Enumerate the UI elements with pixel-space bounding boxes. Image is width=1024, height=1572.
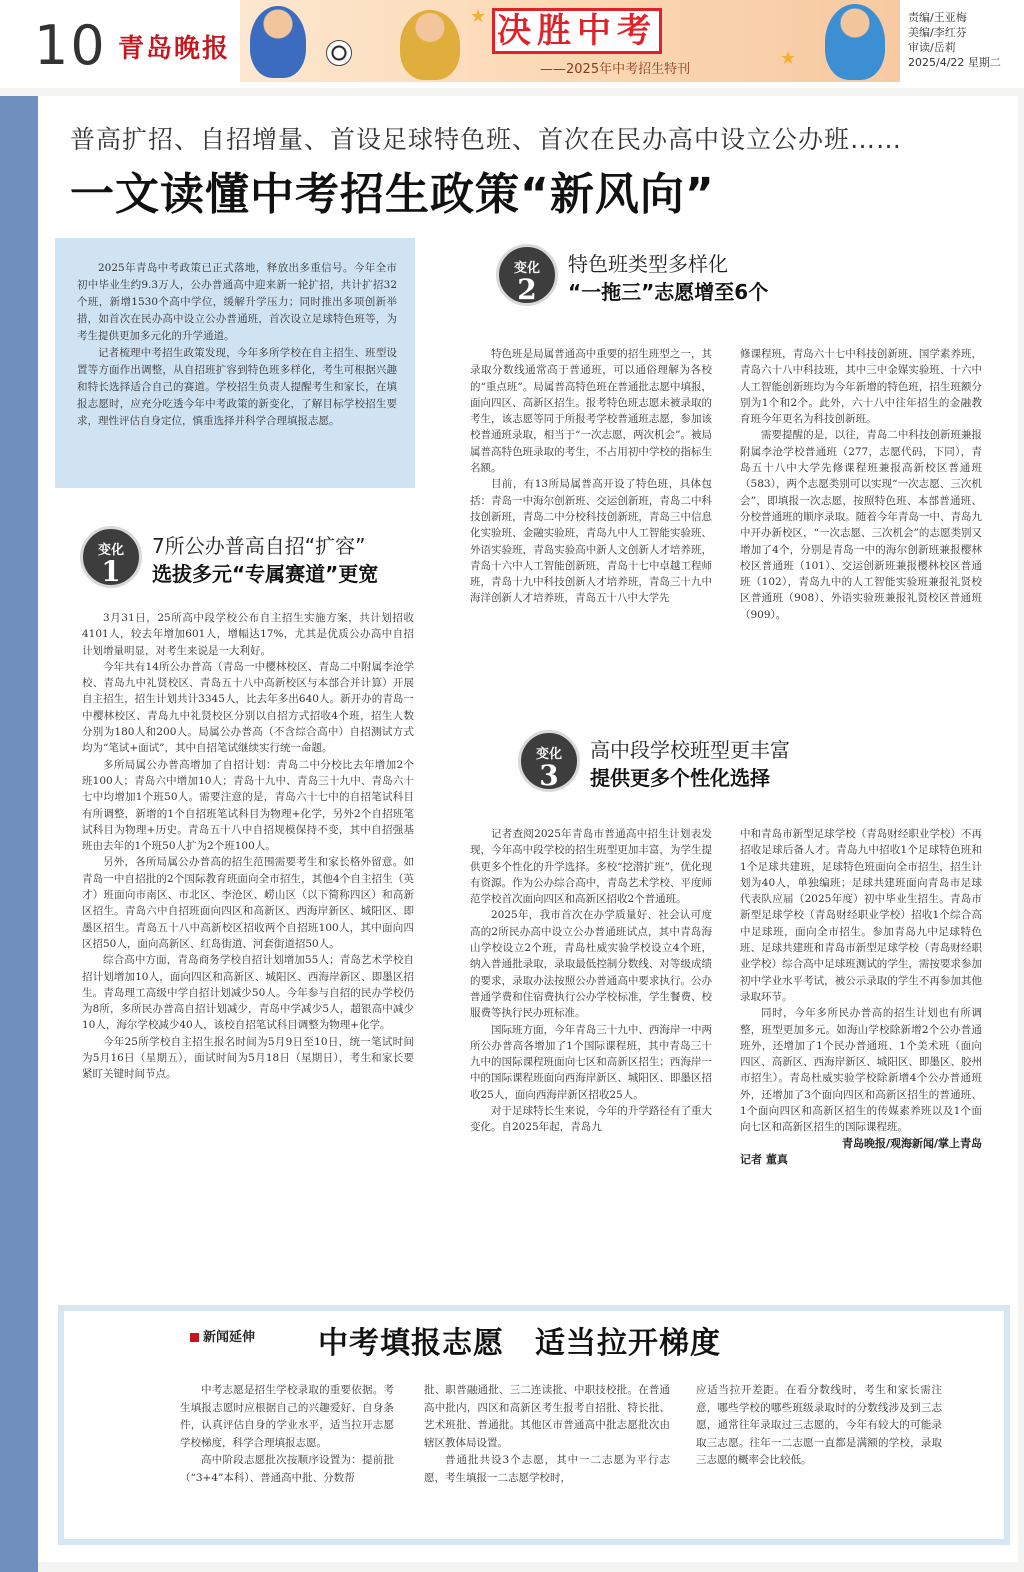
body-paragraph: 中考志愿是招生学校录取的重要依据。考生填报志愿时应根据自己的兴趣爱好、自身条件，认真评估自身的学业水平，适当拉开志愿学校梯度，科学合理填报志愿。 <box>180 1384 394 1449</box>
byline-reporter: 记者 董真 <box>740 1152 788 1166</box>
section-title: 高中段学校班型更丰富 <box>590 738 790 762</box>
section-subtitle: “一拖三”志愿增至6个 <box>568 280 769 304</box>
designer-credit: 美编/李红芬 <box>908 26 967 39</box>
section-1-column <box>82 610 414 1083</box>
body-paragraph: 需要提醒的是，以往，青岛二中科技创新班兼报附属李沧学校普通班（277，志愿代码，下同），青岛五十八中大学先修课程班兼报高新校区普通班（583），两个志愿类别可以实现“一次志愿、三次机会”，即填报一次志愿，按照特色班、本部普通班、分校普通班的顺序录取。随着今年青岛一中、青岛九中开办新校区，“一次志愿、三次机会”的志愿类别又增加了4个，分别是青岛一中的海尔创新班兼报樱林校区普通班（101）、交运创新班兼报樱林校区普通班（102），青岛九中的人工智能实验班兼报礼贤校区普通班（908）、外语实验班兼报礼贤校区普通班（909）。 <box>740 429 982 621</box>
body-paragraph: 综合高中方面，青岛商务学校自招计划增加55人；青岛艺术学校自招计划增加10人，面向四区和高新区、城阳区、西海岸新区、即墨区招生。青岛理工高级中学自招计划减少50人。今年参与自招的民办学校仍为8所，多所民办普高自招计划减少，青岛中学减少5人，超银高中减少10人，海尔学校减少40人，该校自招笔试科目调整为物理+化学。 <box>82 954 414 1032</box>
body-paragraph: 特色班是局属普通高中重要的招生班型之一，其录取分数线通常高于普通班，可以通俗理解为各校的“重点班”。局属普高特色班在普通批志愿中填报，面向四区、高新区招生。报考特色班志愿未被录取的考生，该志愿等同于所报考学校普通班志愿，参加该校普通班录取，相当于“一次志愿，两次机会”。被局属普高特色班录取的考生，不占用初中学校的指标生名额。 <box>470 348 712 475</box>
banner-title: 决胜中考 <box>492 8 664 54</box>
editor-credit: 责编/王亚梅 <box>908 11 967 24</box>
lead-paragraph: 2025年青岛中考政策已正式落地，释放出多重信号。今年全市初中毕业生约9.3万人，公办普通高中迎来新一轮扩招，共计扩招32个班，新增1530个高中学位，缓解升学压力；同时推出多项创新举措，如首次在民办高中设立公办普通班，首次设立足球特色班等，为考生提供更加多元化的升学通道。 <box>77 262 397 342</box>
change-badge: 变化 2 <box>496 244 558 306</box>
page-number: 10 <box>34 14 107 77</box>
extension-column-1 <box>180 1382 394 1487</box>
article-kicker: 普高扩招、自招增量、首设足球特色班、首次在民办高中设立公办班…… <box>70 125 903 154</box>
section-heading-change-1 <box>80 526 420 596</box>
body-paragraph: 中和青岛市新型足球学校（青岛财经职业学校）不再招收足球后备人才。青岛九中招收1个足球特色班和1个足球共建班，足球特色班面向全市招生，招生计划为40人，单独编班；足球共建班面向青岛市足球代表队应届（2025年度）初中毕业生招生。青岛市新型足球学校（青岛财经职业学校）招收1个综合高中足球班，面向全市招生。参加青岛九中足球特色班、足球共建班和青岛市新型足球学校（青岛财经职业学校）综合高中足球班测试的学生，需按要求参加初中学业水平考试，被公示录取的学生不再参加其他录取环节。 <box>740 828 982 1003</box>
body-paragraph: 另外，各所局属公办普高的招生范围需要考生和家长格外留意。如青岛一中自招批的2个国际教育班面向全市招生，其他4个自主招生（英才）班面向市南区、市北区、李沧区、崂山区（以下简称四区）和高新区招生。青岛六中自招班面向四区和高新区、西海岸新区、城阳区、即墨区招生。青岛五十八中高新校区招收两个自招班100人，其中面向四区招50人，面向高新区、红岛街道、河套街道招50人。 <box>82 856 414 950</box>
star-icon: ★ <box>780 48 797 69</box>
banner-subtitle: ——2025年中考招生特刊 <box>540 62 691 77</box>
section-title: 特色班类型多样化 <box>568 252 728 276</box>
editor-credits <box>908 10 1001 70</box>
body-paragraph: 同时，今年多所民办普高的招生计划也有所调整，班型更加多元。如海山学校除新增2个公办普通班外，还增加了1个民办普通班、1个美术班（面向四区、高新区、西海岸新区、城阳区、即墨区、胶州市招生）。青岛杜威实验学校除新增4个公办普通班外，还增加了3个面向四区和高新区招生的普通班、1个面向四区和高新区招生的传媒素养班以及1个面向七区和高新区招生的国际课程班。 <box>740 1007 982 1134</box>
extension-column-2 <box>424 1382 670 1487</box>
body-paragraph: 记者查阅2025年青岛市普通高中招生计划表发现，今年高中段学校的招生班型更加丰富，为学生提供更多个性化的升学选择。多校“挖潜扩班”，优化现有资源。作为公办综合高中，青岛艺术学校、平度师范学校首次面向四区和高新区招收2个普通班。 <box>470 828 712 906</box>
section-heading-change-3 <box>518 730 858 800</box>
section-3-column-b <box>740 826 982 1168</box>
student-illustration <box>825 4 885 80</box>
change-badge: 变化 1 <box>80 526 142 588</box>
student-illustration <box>250 6 306 78</box>
section-2-column-b <box>740 346 982 623</box>
article-headline: 一文读懂中考招生政策“新风向” <box>70 169 715 220</box>
extension-tag: 新闻延伸 <box>190 1326 255 1345</box>
reviewer-credit: 审读/岳莉 <box>908 41 956 54</box>
section-subtitle: 选拔多元“专属赛道”更宽 <box>152 562 379 586</box>
extension-headline: 中考填报志愿 适当拉开梯度 <box>318 1326 721 1361</box>
lead-paragraph: 记者梳理中考招生政策发现，今年多所学校在自主招生、班型设置等方面作出调整，从自招班扩容到特色班多样化，考生可根据兴趣和特长选择适合自己的赛道。学校招生负责人提醒考生和家长，在填报志愿时，应充分吃透今年中考政策的新变化，了解目标学校招生要求，理性评估自身定位，慎重选择并科学合理填报志愿。 <box>77 347 397 427</box>
body-paragraph: 应适当拉开差距。在看分数线时，考生和家长需注意，哪些学校的哪些班级录取时的分数线涉及到三志愿，通常往年录取过三志愿的，今年有较大的可能录取三志愿。往年一二志愿一直都是满额的学校，录取三志愿的概率会比较低。 <box>696 1384 942 1466</box>
section-2-column-a <box>470 346 712 607</box>
body-paragraph: 高中阶段志愿批次按顺序设置为：提前批（“3+4”本科）、普通高中批、分数帮 <box>180 1454 394 1484</box>
change-badge: 变化 3 <box>518 730 580 792</box>
section-title: 7所公办普高自招“扩容” <box>152 534 366 558</box>
body-paragraph: 对于足球特长生来说，今年的升学路径有了重大变化。自2025年起，青岛九 <box>470 1105 712 1134</box>
section-subtitle: 提供更多个性化选择 <box>590 766 770 790</box>
paper-logo: 青岛晚报 <box>118 34 231 64</box>
body-paragraph: 今年共有14所公办普高（青岛一中樱林校区、青岛二中附属李沧学校、青岛九中礼贤校区、青岛五十八中高新校区与本部合并计算）开展自主招生，招生计划共计3345人，比去年多出640人。新开办的青岛一中樱林校区、青岛九中礼贤校区分别以自招方式招收4个班，招生人数分别为180人和200人。局属公办普高（不含综合高中）自招测试方式均为“笔试+面试”，其中自招笔试继续实行统一命题。 <box>82 660 414 755</box>
extension-column-3 <box>696 1382 942 1470</box>
section-3-column-a <box>470 826 712 1136</box>
issue-date: 2025/4/22 星期二 <box>908 56 1001 69</box>
special-issue-banner <box>240 0 900 82</box>
article-lead-box <box>55 238 415 488</box>
body-paragraph: 批、职普融通批、三二连读批、中职技校批。在普通高中批内，四区和高新区考生报考自招批、特长批、艺术班批、普通批。其他区市普通高中批志愿批次由辖区教体局设置。 <box>424 1384 670 1449</box>
section-heading-change-2 <box>496 244 856 314</box>
masthead <box>0 0 1024 88</box>
byline-source: 青岛晚报/观海新闻/掌上青岛 <box>841 1136 982 1150</box>
body-paragraph: 3月31日，25所高中段学校公布自主招生实施方案，共计划招收4101人，较去年增加601人，增幅达17%，尤其是优质公办高中自招计划增量明显，对考生来说是一大利好。 <box>82 612 414 657</box>
body-paragraph: 修课程班，青岛六十七中科技创新班、国学素养班，青岛六十八中科技班，其中三中金媒实验班、十六中人工智能创新班均为今年新增的特色班，招生班额分别为1个和2个。此外，六十八中往年招生的金融教育班今年更名为科技创新班。 <box>740 348 982 426</box>
body-paragraph: 多所局属公办普高增加了自招计划：青岛二中分校比去年增加2个班100人；青岛六中增加10人；青岛十九中、青岛三十九中、青岛六十七中均增加1个班50人。需要注意的是，青岛六十七中的自招笔试科目有所调整，新增的1个自招班笔试科目为物理+化学，另外2个自招班笔试科目为物理+历史。青岛五十八中自招规模保持不变，其中自招强基班由去年的1个班50人扩为2个班100人。 <box>82 758 414 853</box>
body-paragraph: 目前，有13所局属普高开设了特色班，具体包括：青岛一中海尔创新班、交运创新班，青岛二中科技创新班，青岛二中分校科技创新班，青岛三中信息化实验班、金融实验班，青岛九中人工智能实验班、外语实验班，青岛实验高中新人文创新人才培养班，青岛十六中人工智能创新班，青岛十七中卓越工程师班，青岛十九中科技创新人才培养班，青岛三十九中海洋创新人才培养班，青岛五十八中大学先 <box>470 478 712 605</box>
star-icon: ★ <box>470 6 487 27</box>
body-paragraph: 普通批共设3个志愿，其中一二志愿为平行志愿，考生填报一二志愿学校时， <box>424 1454 670 1484</box>
body-paragraph: 2025年，我市首次在办学质量好、社会认可度高的2所民办高中设立公办普通班试点，其中青岛海山学校设立2个班，青岛杜威实验学校设立4个班，纳入普通批录取，录取最低控制分数线、对等级成绩的要求，录取办法按照公办普通高中要求执行。公办普通学费和住宿费执行公办学校标准，学生餐费、校服费等执行民办班标准。 <box>470 909 712 1020</box>
body-paragraph: 国际班方面，今年青岛三十九中、西海岸一中两所公办普高各增加了1个国际课程班，其中青岛三十九中的国际课程班面向七区和高新区招生；西海岸一中的国际课程班面向西海岸新区、城阳区、即墨区招收25人，面向西海岸新区招收25人。 <box>470 1023 712 1101</box>
page-side-bar <box>0 96 38 1572</box>
body-paragraph: 今年25所学校自主招生报名时间为5月9日至10日，统一笔试时间为5月16日（星期五），面试时间为5月18日（星期日），考生和家长要紧盯关键时间节点。 <box>82 1035 414 1081</box>
student-illustration <box>400 10 460 80</box>
football-illustration <box>326 40 352 66</box>
